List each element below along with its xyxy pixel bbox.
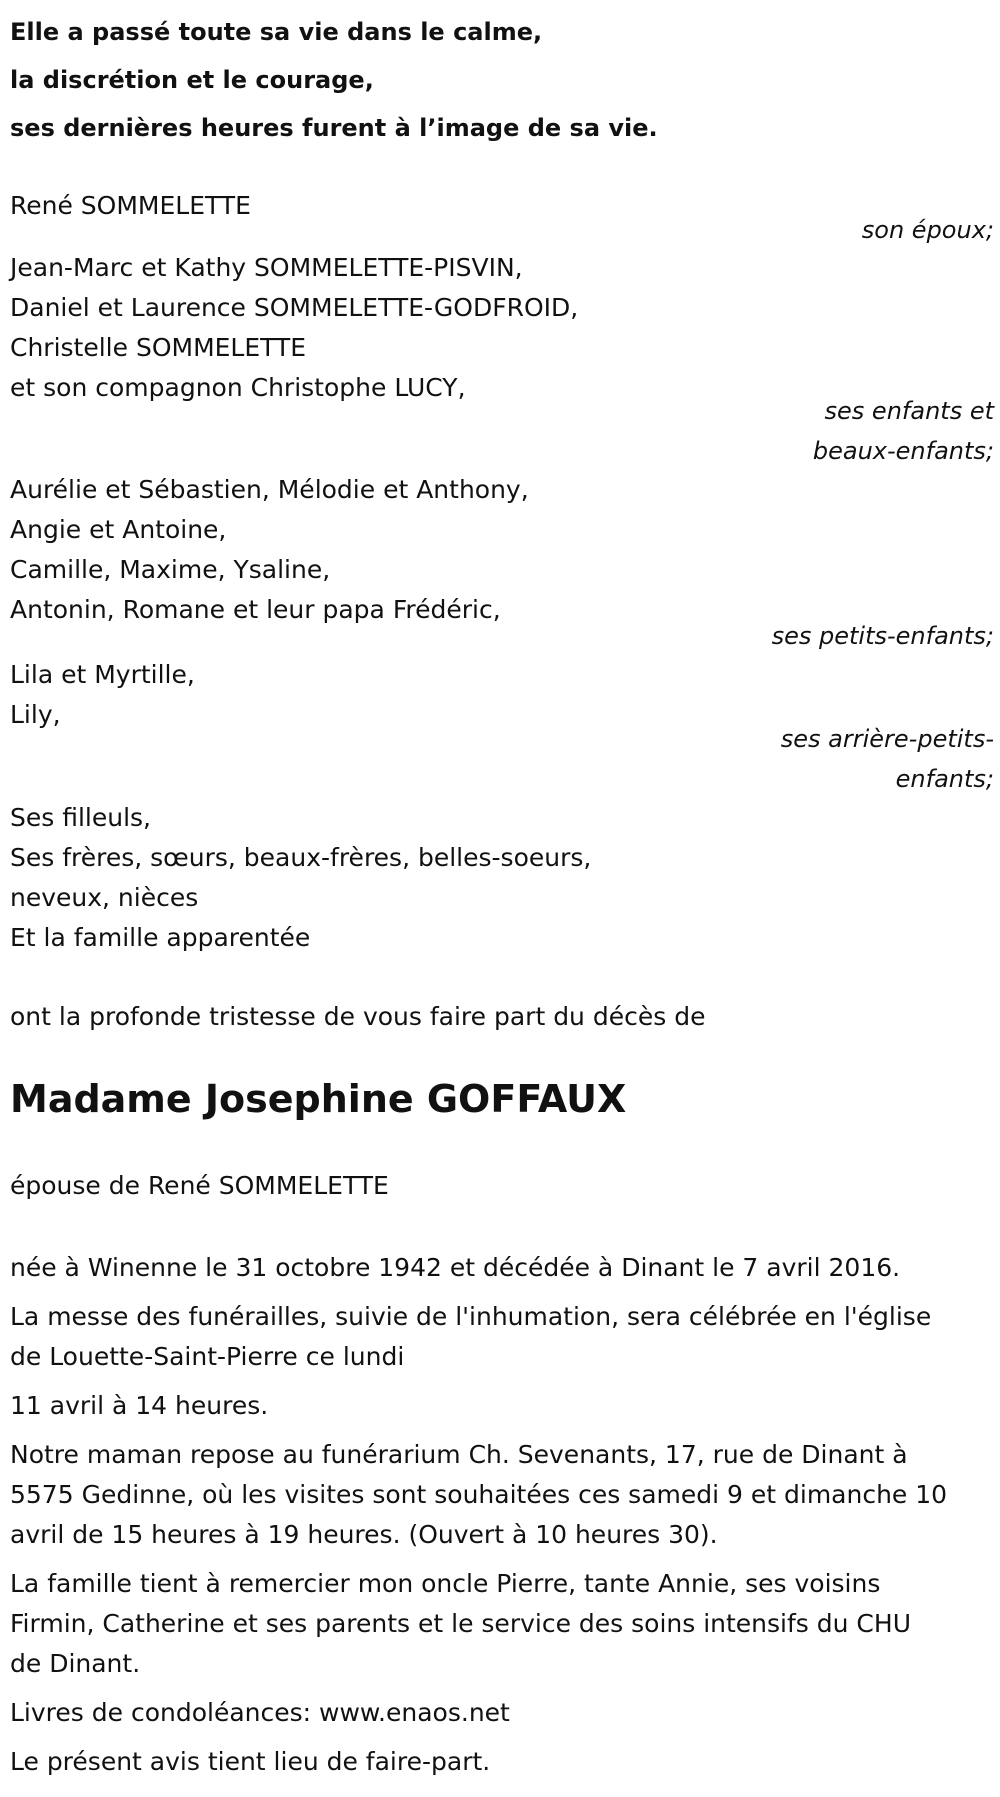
extended-family-line: Ses frères, sœurs, beaux-frères, belles-soeurs, <box>10 843 592 872</box>
funerarium-line: avril de 15 heures à 19 heures. (Ouvert à 10 heures 30). <box>10 1520 718 1549</box>
children-block <box>10 248 990 408</box>
condolences-line: Livres de condoléances: www.enaos.net <box>10 1698 510 1727</box>
mass-text <box>10 1297 990 1377</box>
announcement-text <box>10 997 990 1037</box>
thanks-line: de Dinant. <box>10 1649 141 1678</box>
children-role-line: ses enfants et <box>824 397 994 425</box>
great-grandchildren-line: Lily, <box>10 700 61 729</box>
mass-line: La messe des funérailles, suivie de l'inhumation, sera célébrée en l'église <box>10 1302 932 1331</box>
birth-death-text <box>10 1248 990 1288</box>
intro-line: Elle a passé toute sa vie dans le calme, <box>10 18 543 46</box>
thanks-line: Firmin, Catherine et ses parents et le service des soins intensifs du CHU <box>10 1609 911 1638</box>
extended-family-block <box>10 798 990 958</box>
grandchildren-line: Camille, Maxime, Ysaline, <box>10 555 331 584</box>
great-grandchildren-role-line: enfants; <box>895 765 994 793</box>
deceased-name: Madame Josephine GOFFAUX <box>10 1077 627 1121</box>
great-grandchildren-role <box>694 719 994 799</box>
children-line: Christelle SOMMELETTE <box>10 333 307 362</box>
condolences-text <box>10 1693 990 1733</box>
children-line: et son compagnon Christophe LUCY, <box>10 373 466 402</box>
grandchildren-line: Aurélie et Sébastien, Mélodie et Anthony, <box>10 475 529 504</box>
intro-quote <box>10 8 658 152</box>
children-role-line: beaux-enfants; <box>812 437 994 465</box>
spouse-role <box>694 210 994 250</box>
children-line: Jean-Marc et Kathy SOMMELETTE-PISVIN, <box>10 253 523 282</box>
mass-line: de Louette-Saint-Pierre ce lundi <box>10 1342 405 1371</box>
extended-family-line: Et la famille apparentée <box>10 923 311 952</box>
extended-family-line: Ses filleuls, <box>10 803 152 832</box>
great-grandchildren-role-line: ses arrière-petits- <box>780 725 994 753</box>
grandchildren-block <box>10 470 990 630</box>
spouse-role-text: son époux; <box>861 216 994 244</box>
spouse-of-line: épouse de René SOMMELETTE <box>10 1171 389 1200</box>
grandchildren-line: Antonin, Romane et leur papa Frédéric, <box>10 595 501 624</box>
announcement-line: ont la profonde tristesse de vous faire part du décès de <box>10 1002 706 1031</box>
spouse-of-text <box>10 1166 990 1206</box>
funerarium-line: 5575 Gedinne, où les visites sont souhaitées ces samedi 9 et dimanche 10 <box>10 1480 948 1509</box>
grandchildren-role-text: ses petits-enfants; <box>771 622 994 650</box>
thanks-line: La famille tient à remercier mon oncle Pierre, tante Annie, ses voisins <box>10 1569 881 1598</box>
extended-family-line: neveux, nièces <box>10 883 199 912</box>
great-grandchildren-line: Lila et Myrtille, <box>10 660 195 689</box>
thanks-text <box>10 1564 990 1684</box>
mass-time-text <box>10 1386 990 1426</box>
spouse-name: René SOMMELETTE <box>10 191 251 220</box>
funerarium-line: Notre maman repose au funérarium Ch. Sevenants, 17, rue de Dinant à <box>10 1440 908 1469</box>
mass-time-line: 11 avril à 14 heures. <box>10 1391 269 1420</box>
intro-line: ses dernières heures furent à l’image de sa vie. <box>10 114 658 142</box>
notice-line: Le présent avis tient lieu de faire-part. <box>10 1747 491 1776</box>
children-role <box>694 391 994 471</box>
grandchildren-line: Angie et Antoine, <box>10 515 227 544</box>
children-line: Daniel et Laurence SOMMELETTE-GODFROID, <box>10 293 579 322</box>
intro-line: la discrétion et le courage, <box>10 66 374 94</box>
funerarium-text <box>10 1435 990 1555</box>
birth-death-line: née à Winenne le 31 octobre 1942 et décédée à Dinant le 7 avril 2016. <box>10 1253 901 1282</box>
grandchildren-role <box>694 616 994 656</box>
notice-text <box>10 1742 990 1782</box>
